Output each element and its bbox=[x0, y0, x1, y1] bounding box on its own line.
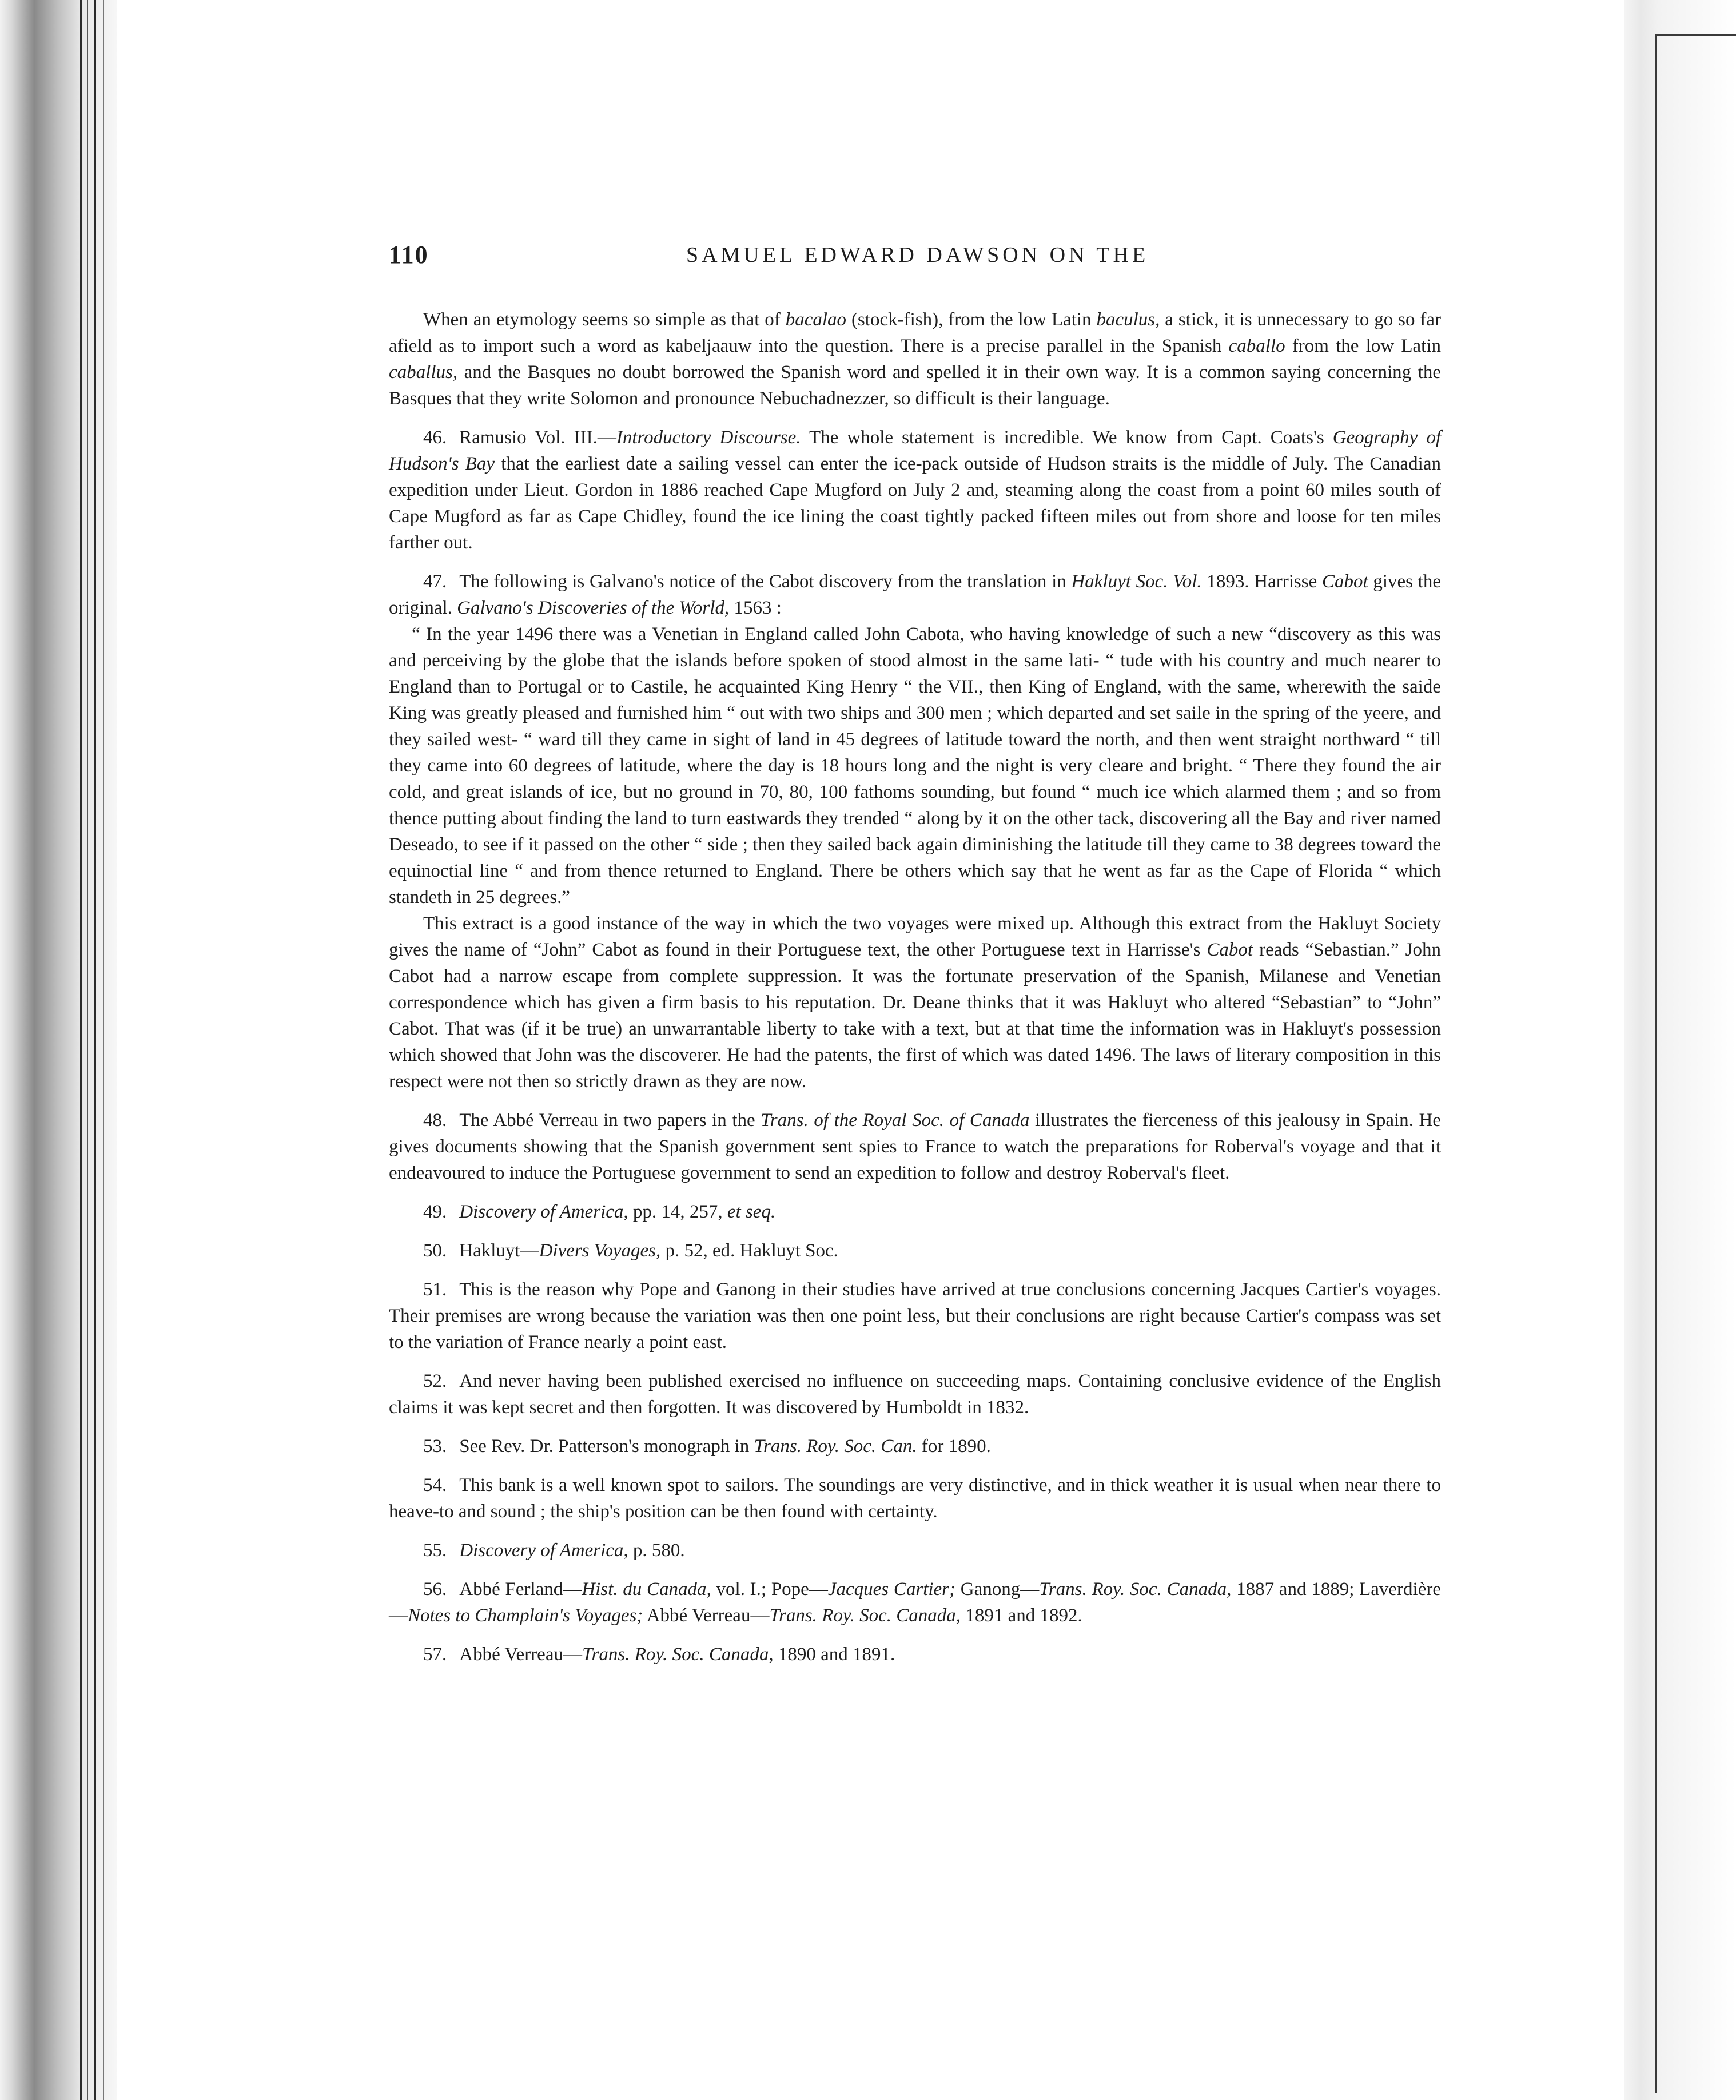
note-italic: Trans. Roy. Soc. Canada, bbox=[582, 1644, 774, 1665]
note-italic: Introductory Discourse. bbox=[616, 427, 801, 448]
page-number: 110 bbox=[389, 241, 429, 269]
note-text: See Rev. Dr. Patterson's monograph in bbox=[459, 1436, 754, 1457]
note-italic: Notes to Champlain's Voyages; bbox=[408, 1605, 643, 1626]
note-italic: baculus, bbox=[1096, 309, 1160, 330]
gutter-edge-line bbox=[87, 0, 88, 2100]
note-text: The following is Galvano's notice of the Cabot discovery from the translation in bbox=[459, 571, 1072, 592]
note-italic: caballo bbox=[1228, 336, 1285, 356]
note-text: Abbé Verreau— bbox=[459, 1644, 582, 1665]
note-54 bbox=[389, 1472, 1441, 1525]
note-text: Abbé Ferland— bbox=[459, 1579, 582, 1600]
note-italic: Cabot bbox=[1207, 940, 1253, 960]
binding-gutter bbox=[0, 0, 117, 2100]
facing-page-rule bbox=[1655, 34, 1736, 36]
note-text: This is the reason why Pope and Ganong in their studies have arrived at true conclusions concerning Jacques Cartier's voyages. Their premises are wrong because the variation was then one point less, but their conclusions are right because Cartier's compass was set to the variation of France nearly a point east. bbox=[389, 1279, 1441, 1353]
note-italic: Discovery of America, bbox=[459, 1202, 628, 1222]
text-page bbox=[389, 240, 1441, 1680]
note-number: 47. bbox=[423, 571, 447, 592]
note-number: 55. bbox=[423, 1540, 447, 1561]
note-number: 56. bbox=[423, 1579, 447, 1600]
note-number: 54. bbox=[423, 1475, 447, 1496]
running-head bbox=[389, 240, 1441, 280]
note-53 bbox=[389, 1433, 1441, 1459]
note-49 bbox=[389, 1199, 1441, 1225]
note-text: Hakluyt— bbox=[459, 1240, 539, 1261]
note-45-continued bbox=[389, 307, 1441, 412]
note-italic: Cabot bbox=[1321, 571, 1368, 592]
facing-page-rule bbox=[1655, 34, 1657, 2093]
note-text: This extract is a good instance of the way in which the two voyages were mixed up. Although this extract from the Hakluyt Society gives the name of “John” Cabot as found in their Portuguese text, the other Portuguese text in Harrisse's bbox=[389, 913, 1441, 960]
note-text: 1890 and 1891. bbox=[773, 1644, 895, 1665]
note-italic: Hist. du Canada, bbox=[582, 1579, 711, 1600]
note-text: Ramusio Vol. III.— bbox=[459, 427, 616, 448]
note-text: (stock-fish), from the low Latin bbox=[846, 309, 1097, 330]
note-text: for 1890. bbox=[917, 1436, 991, 1457]
note-46 bbox=[389, 424, 1441, 556]
note-text: p. 52, ed. Hakluyt Soc. bbox=[660, 1240, 838, 1261]
facing-page-edge bbox=[1624, 0, 1736, 2100]
note-text: Abbé Verreau— bbox=[643, 1605, 770, 1626]
note-italic: Hakluyt Soc. Vol. bbox=[1071, 571, 1202, 592]
note-number: 57. bbox=[423, 1644, 447, 1665]
note-text: and the Basques no doubt borrowed the Spanish word and spelled it in their own way. It is a common saying concerning the Basques that they write Solomon and pronounce Nebuchadnezzer, so difficult is their language. bbox=[389, 362, 1441, 409]
note-text: reads “Sebastian.” John Cabot had a narrow escape from complete suppression. It was the fortunate preservation of the Spanish, Milanese and Venetian correspondence which has given a firm basis to his reputation. Dr. Deane thinks that it was Hakluyt who altered “Sebastian” to “John” Cabot. That was (if it be true) an unwarrantable liberty to take with a text, but at that time the information was in Hakluyt's possession which showed that John was the discoverer. He had the patents, the first of which was dated 1496. The laws of literary composition in this respect were not then so strictly drawn as they are now. bbox=[389, 940, 1441, 1092]
note-50 bbox=[389, 1238, 1441, 1264]
note-italic: Galvano's Discoveries of the World, bbox=[457, 598, 730, 618]
note-italic: et seq. bbox=[727, 1202, 776, 1222]
note-text: 1563 : bbox=[729, 598, 782, 618]
note-text: p. 580. bbox=[628, 1540, 685, 1561]
note-number: 49. bbox=[423, 1202, 447, 1222]
note-number: 46. bbox=[423, 427, 447, 448]
gutter-edge-line bbox=[103, 0, 104, 2100]
gutter-edge-line bbox=[80, 0, 82, 2100]
note-text: that the earliest date a sailing vessel can enter the ice-pack outside of Hudson straits is the middle of July. The Canadian expedition under Lieut. Gordon in 1886 reached Cape Mugford on July 2 and, steaming along the coast from a point 60 miles south of Cape Mugford as far as Cape Chidley, found the ice lining the coast tightly packed fifteen miles out from shore and loose for ten miles farther out. bbox=[389, 454, 1441, 553]
note-text: gives the original. bbox=[389, 571, 1441, 618]
note-italic: Discovery of America, bbox=[459, 1540, 628, 1561]
note-italic: Trans. Roy. Soc. Can. bbox=[754, 1436, 917, 1457]
note-italic: Jacques Cartier; bbox=[827, 1579, 956, 1600]
note-number: 51. bbox=[423, 1279, 447, 1300]
note-text: 1891 and 1892. bbox=[961, 1605, 1082, 1626]
note-51 bbox=[389, 1276, 1441, 1355]
note-italic: Trans. Roy. Soc. Canada, bbox=[769, 1605, 961, 1626]
note-number: 52. bbox=[423, 1371, 447, 1391]
note-italic: Trans. Roy. Soc. Canada, bbox=[1039, 1579, 1232, 1600]
note-text: pp. 14, 257, bbox=[628, 1202, 727, 1222]
note-text: This bank is a well known spot to sailors. The soundings are very distinctive, and in thick weather it is usual when near there to heave-to and sound ; the ship's position can be then found with certainty. bbox=[389, 1475, 1441, 1522]
note-text: When an etymology seems so simple as that of bbox=[423, 309, 786, 330]
galvano-quotation: “ In the year 1496 there was a Venetian in England called John Cabota, who having knowledge of such a new “discovery as this was and perceiving by the globe that the islands before spoken of stood almost in the same lati- “ tude with his country and much nearer to England than to Portugal or to Castile, he acquainted King Henry “ the VII., then King of England, with the same, wherewith the saide King was greatly pleased and furnished him “ out with two ships and 300 men ; which departed and set saile in the spring of the yeere, and they sailed west- “ ward till they came in sight of land in 45 degrees of latitude toward the north, and then went straight northward “ till they came into 60 degrees of latitude, where the day is 18 hours long and the night is very cleare and bright. “ There they found the air cold, and great islands of ice, but no ground in 70, 80, 100 fathoms sounding, but found “ much ice which alarmed them ; and so from thence putting about finding the land to turn eastwards they trended “ along by it on the other tack, discovering all the Bay and river named Deseado, to see if it passed on the other “ side ; then they sailed back again diminishing the latitude till they came to 38 degrees toward the equinoctial line “ and from thence returned to England. There be others which say that he went as far as the Cape of Florida “ which standeth in 25 degrees.” bbox=[389, 624, 1441, 908]
note-italic: Trans. of the Royal Soc. of Canada bbox=[761, 1110, 1030, 1131]
note-italic: bacalao bbox=[785, 309, 847, 330]
note-text: And never having been published exercised no influence on succeeding maps. Containing conclusive evidence of the English claims it was kept secret and then forgotten. It was discovered by Humboldt in 1832. bbox=[389, 1371, 1441, 1418]
note-text: a stick, it is unnecessary to go so far afield as to import such a word as kabeljaauw into the question. There is a precise parallel in the Spanish bbox=[389, 309, 1441, 356]
note-italic: caballus, bbox=[389, 362, 458, 383]
note-text: illustrates the fierceness of this jealousy in Spain. He gives documents showing that the Spanish government sent spies to France to watch the preparations for Roberval's voyage and that it endeavoured to induce the Portuguese government to send an expedition to follow and destroy Roberval's fleet. bbox=[389, 1110, 1441, 1183]
note-text: 1887 and 1889; Laverdière— bbox=[389, 1579, 1441, 1626]
note-56 bbox=[389, 1576, 1441, 1629]
note-55 bbox=[389, 1537, 1441, 1564]
note-number: 53. bbox=[423, 1436, 447, 1457]
note-57 bbox=[389, 1641, 1441, 1668]
note-text: vol. I.; Pope— bbox=[711, 1579, 828, 1600]
note-number: 48. bbox=[423, 1110, 447, 1131]
note-48 bbox=[389, 1107, 1441, 1186]
running-title: SAMUEL EDWARD DAWSON ON THE bbox=[686, 243, 1149, 267]
note-text: 1893. Harrisse bbox=[1201, 571, 1322, 592]
note-italic: Divers Voyages, bbox=[539, 1240, 661, 1261]
note-47-commentary bbox=[389, 910, 1441, 1095]
note-italic: Geography of Hudson's Bay bbox=[389, 427, 1441, 474]
note-text: from the low Latin bbox=[1285, 336, 1442, 356]
gutter-edge-line bbox=[94, 0, 96, 2100]
note-number: 50. bbox=[423, 1240, 447, 1261]
note-text: Ganong— bbox=[955, 1579, 1040, 1600]
note-47 bbox=[389, 568, 1441, 621]
note-text: The Abbé Verreau in two papers in the bbox=[459, 1110, 761, 1131]
note-52 bbox=[389, 1368, 1441, 1421]
note-text: The whole statement is incredible. We know from Capt. Coats's bbox=[801, 427, 1333, 448]
